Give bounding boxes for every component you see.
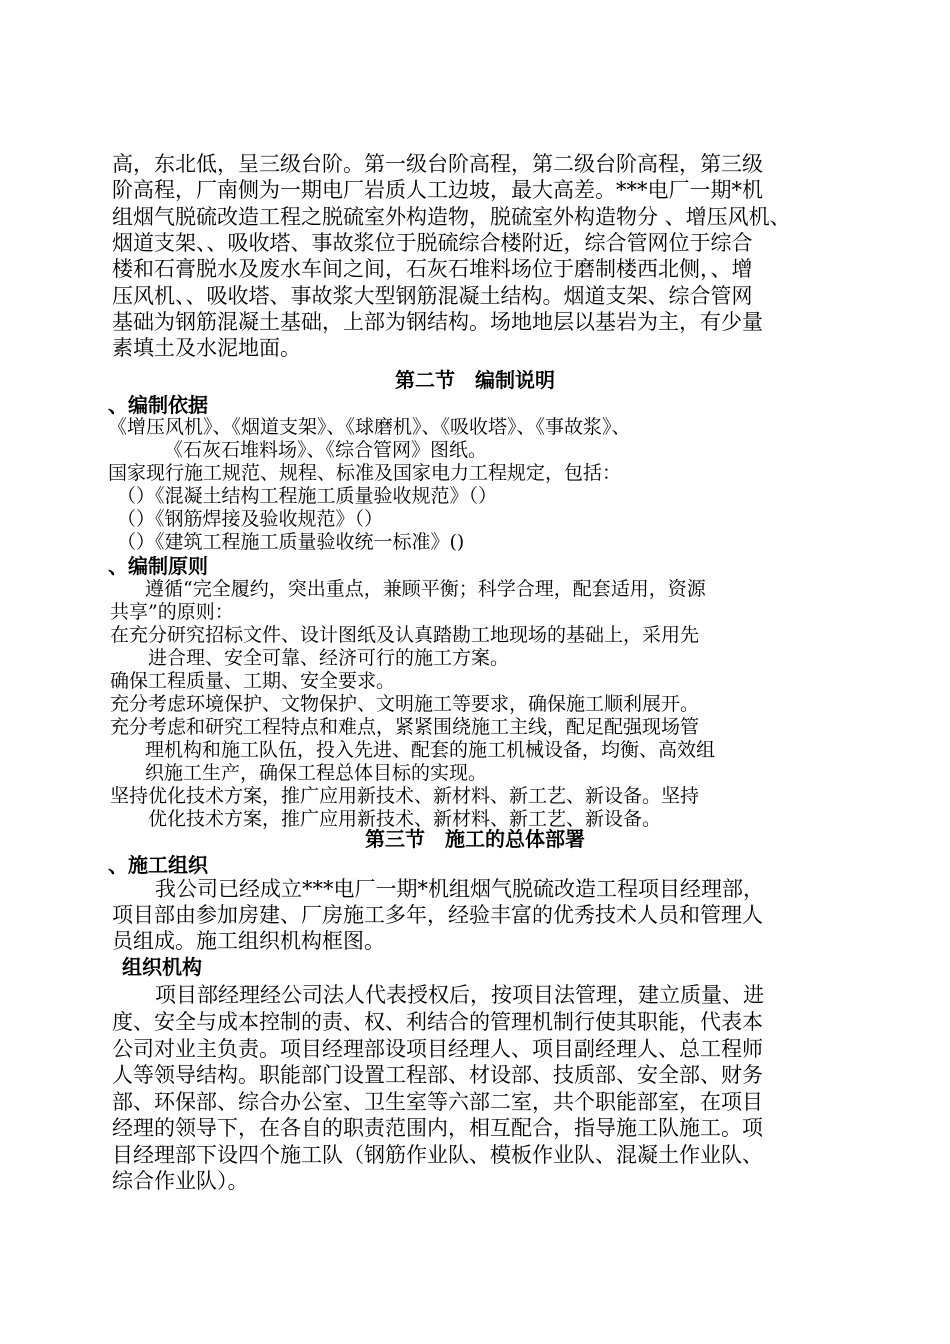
struct-line: 公司对业主负责。项目经理部设项目经理人、项目副经理人、总工程师 [112,1037,763,1061]
principle-line: 共享”的原则： [110,601,234,623]
intro-line: 高，东北低，呈三级台阶。第一级台阶高程，第二级台阶高程，第三级 [112,152,763,176]
intro-line: 楼和石膏脱水及废水车间之间，石灰石堆料场位于磨制楼西北侧，、增 [112,257,753,281]
intro-line: 组烟气脱硫改造工程之脱硫室外构造物，脱硫室外构造物分 、增压风机、 [112,205,791,229]
section-title: 第三节 施工的总体部署 [365,827,585,851]
struct-line: 度、安全与成本控制的责、权、利结合的管理机制行使其职能，代表本 [112,1010,763,1034]
subsection-heading: 、编制原则 [108,554,208,578]
struct-line: 综合作业队）。 [112,1169,249,1193]
principle-line: 充分考虑环境保护、文物保护、文明施工等要求，确保施工顺利展开。 [110,693,700,715]
basis-line: 国家现行施工规范、规程、标准及国家电力工程规定，包括： [108,462,622,484]
principle-line: 充分考虑和研究工程特点和难点，紧紧围绕施工主线，配足配强现场管 [110,716,700,738]
basis-line: （）《建筑工程施工质量验收统一标准》() [117,531,465,553]
principle-line: 优化技术方案，推广应用新技术、新材料、新工艺、新设备。 [148,808,662,830]
basis-line: （）《混凝土结构工程施工质量验收规范》（） [117,485,498,507]
principle-line: 理机构和施工队伍，投入先进、配套的施工机械设备，均衡、高效组 [145,739,716,761]
principle-line: 织施工生产，确保工程总体目标的实现。 [145,762,488,784]
section-title: 第二节 编制说明 [395,368,555,392]
org-line: 我公司已经成立***电厂一期*机组烟气脱硫改造工程项目经理部， [155,877,764,901]
subsection-heading: 、编制依据 [108,393,208,417]
principle-line: 坚持优化技术方案，推广应用新技术、新材料、新工艺、新设备。坚持 [110,785,700,807]
basis-line: 《石灰石堆料场》、《综合管网》图纸。 [164,439,488,461]
org-line: 项目部由参加房建、厂房施工多年，经验丰富的优秀技术人员和管理人 [112,903,763,927]
subsection-heading: 、施工组织 [108,853,208,877]
principle-line: 进合理、安全可靠、经济可行的施工方案。 [148,647,510,669]
intro-line: 基础为钢筋混凝土基础，上部为钢结构。场地地层以基岩为主，有少量 [112,310,763,334]
principle-line: 在充分研究招标文件、设计图纸及认真踏勘工地现场的基础上，采用先 [110,624,700,646]
intro-line: 素填土及水泥地面。 [112,336,301,360]
basis-line: 《增压风机》、《烟道支架》、《球磨机》、《吸收塔》、《事故浆》、 [108,416,631,438]
intro-line: 烟道支架、、吸收塔、事故浆位于脱硫综合楼附近，综合管网位于综合 [112,231,753,255]
subsection-heading: 组织机构 [122,955,202,979]
struct-line: 部、环保部、综合办公室、卫生室等六部二室，共个职能部室，在项目 [112,1090,763,1114]
intro-line: 阶高程，厂南侧为一期电厂岩质人工边坡，最大高差。***电厂一期*机 [112,178,763,202]
principle-line: 确保工程质量、工期、安全要求。 [110,670,396,692]
struct-line: 经理的领导下，在各自的职责范围内，相互配合，指导施工队施工。项 [112,1116,763,1140]
principle-line: 遵循“完全履约，突出重点，兼顾平衡；科学合理，配套适用，资源 [145,578,706,600]
struct-line: 项目部经理经公司法人代表授权后，按项目法管理，建立质量、进 [155,983,764,1007]
intro-line: 压风机、、吸收塔、事故浆大型钢筋混凝土结构。烟道支架、综合管网 [112,284,753,308]
org-line: 员组成。施工组织机构框图。 [112,929,385,953]
basis-line: （）《钢筋焊接及验收规范》（） [117,508,384,530]
struct-line: 人等领导结构。职能部门设置工程部、材设部、技质部、安全部、财务 [112,1063,763,1087]
struct-line: 目经理部下设四个施工队（钢筋作业队、模板作业队、混凝土作业队、 [112,1143,763,1167]
